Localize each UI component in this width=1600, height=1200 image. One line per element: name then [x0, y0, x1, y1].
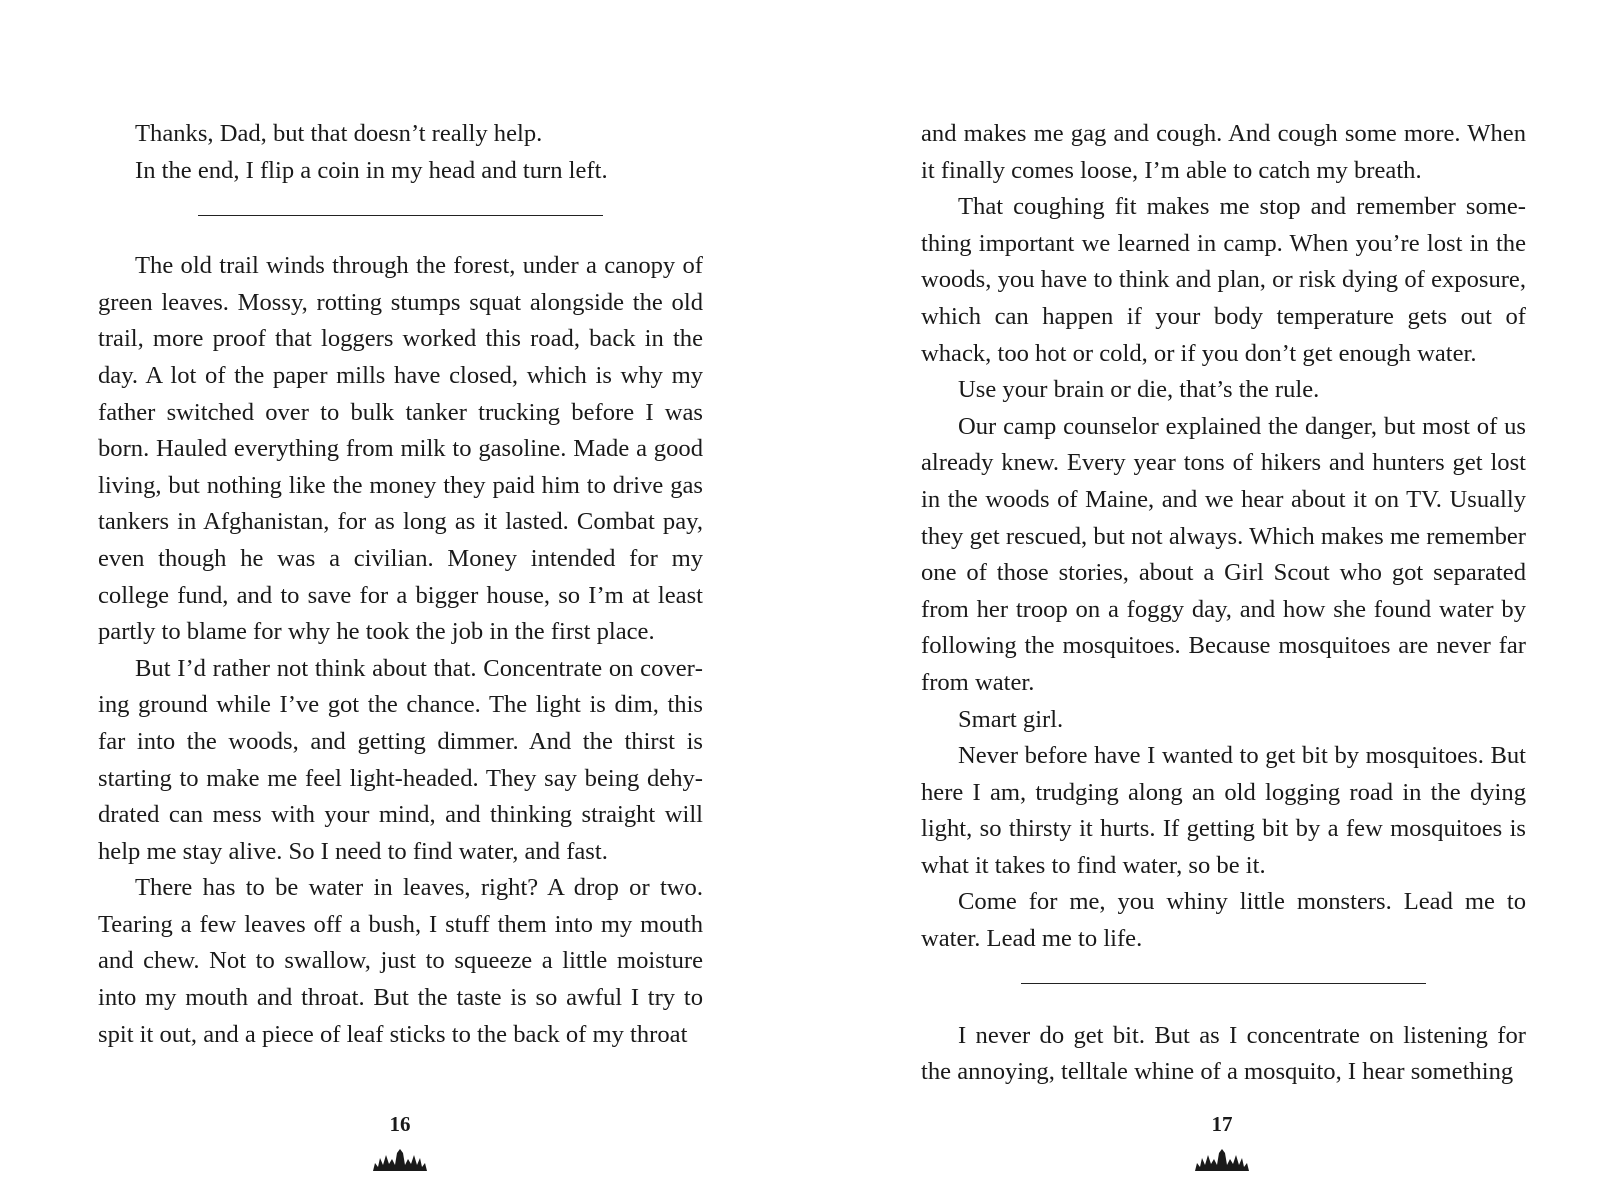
paragraph: Never before have I wanted to get bit by mosquitoes. But here I am, trudging along an old logging road in the dying light, so thirsty it hurts. If getting bit by a few mosquitoes is what it takes to find water, so be it. [921, 742, 1526, 879]
paragraph: Smart girl. [958, 705, 1064, 733]
left-page [98, 116, 703, 1053]
scene-break-divider [1021, 983, 1426, 984]
paragraph: Our camp counselor explained the danger, but most of us already knew. Every year tons of hikers and hunters get lost in the woods of Maine, and we hear about it on TV. Usually they get rescued, but not always. Which makes me remember one of those stories, about a Girl Scout who got separated from her troop on a foggy day, and how she found water by following the mosquitoes. Because mosquitoes are never far from water. [921, 412, 1526, 696]
paragraph: and makes me gag and cough. And cough some more. When it finally comes loose, I’m able to catch my breath. [921, 120, 1526, 184]
flame-icon [1195, 1149, 1249, 1171]
flame-icon [373, 1149, 427, 1171]
paragraph: But I’d rather not think about that. Concentrate on covering ground while I’ve got the chance. The light is dim, this far into the woods, and getting dimmer. And the thirst is starting to make me feel light-headed. They say being dehydrated can mess with your mind, and thinking straight will help me stay alive. So I need to find water, and fast. [98, 654, 703, 865]
right-page [921, 116, 1526, 1091]
paragraph: That coughing fit makes me stop and remember something important we learned in camp. When you’re lost in the woods, you have to think and plan, or risk dying of exposure, which can happen if your body temperature gets out of whack, too hot or cold, or if you don’t get enough water. [921, 193, 1526, 367]
paragraph: There has to be water in leaves, right? A drop or two. Tearing a few leaves off a bush, I stuff them into my mouth and chew. Not to swallow, just to squeeze a little moisture into my mouth and throat. But the taste is so awful I try to spit it out, and a piece of leaf sticks to the back of my throat [98, 874, 703, 1048]
paragraph: I never do get bit. But as I concentrate on listening for the annoying, telltale whine of a mosquito, I hear something [921, 1021, 1526, 1086]
paragraph: In the end, I flip a coin in my head and turn left. [135, 156, 608, 184]
paragraph: The old trail winds through the forest, under a canopy of green leaves. Mossy, rotting stumps squat alongside the old trail, more proof that loggers worked this road, back in the day. A lot of the paper mills have closed, which is why my father switched over to bulk tanker trucking before I was born. Hauled everything from milk to gasoline. Made a good living, but nothing like the money they paid him to drive gas tankers in Afghanistan, for as long as it lasted. Combat pay, even though he was a civilian. Money intended for my college fund, and to save for a bigger house, so I’m at least partly to blame for why he took the job in the first place. [98, 252, 703, 646]
paragraph: Use your brain or die, that’s the rule. [958, 376, 1320, 404]
paragraph: Come for me, you whiny little monsters. Lead me to water. Lead me to life. [921, 888, 1526, 953]
page-number: 16 [389, 1112, 411, 1136]
page-number: 17 [1211, 1112, 1233, 1136]
paragraph: Thanks, Dad, but that doesn’t really help. [135, 120, 543, 147]
scene-break-divider [198, 215, 603, 216]
